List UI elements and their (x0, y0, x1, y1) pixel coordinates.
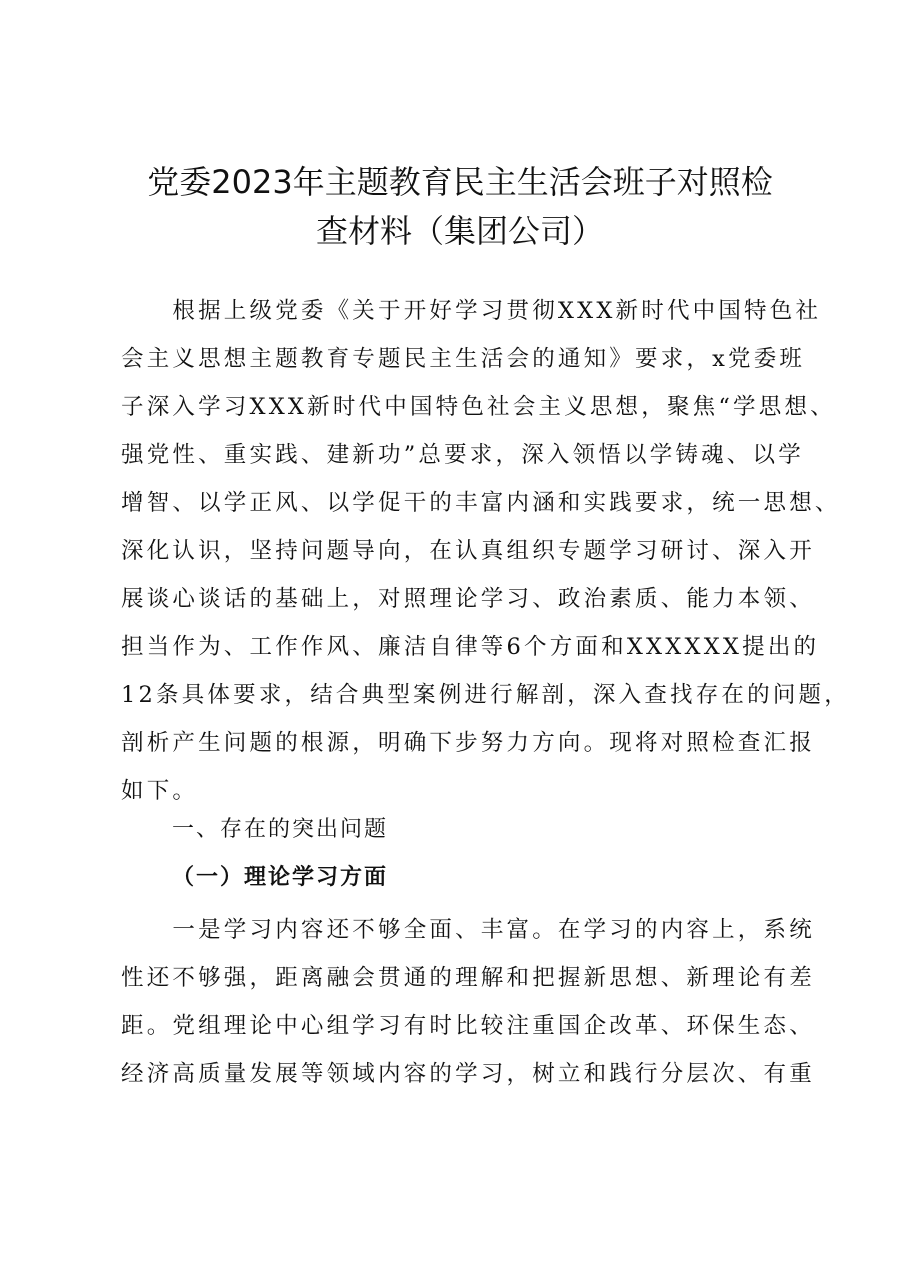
intro-line: 子深入学习XXX新时代中国特色社会主义思想，聚焦“学思想、 (121, 394, 836, 420)
title-line-2: 查材料（集团公司） (315, 212, 604, 250)
intro-line: 担当作为、工作作风、廉洁自律等6个方面和XXXXXX提出的 (121, 634, 820, 660)
section-paragraph (121, 906, 821, 1098)
intro-line: 剖析产生问题的根源，明确下步努力方向。现将对照检查汇报 (121, 730, 815, 756)
section-line: 性还不够强，距离融会贯通的理解和把握新思想、新理论有差 (121, 965, 815, 991)
section-line: 一是学习内容还不够全面、丰富。在学习的内容上，系统 (121, 917, 815, 943)
intro-line: 展谈心谈话的基础上，对照理论学习、政治素质、能力本领、 (121, 586, 815, 612)
document-title (110, 158, 810, 256)
intro-paragraph (121, 287, 850, 815)
intro-line: 会主义思想主题教育专题民主生活会的通知》要求，x党委班 (121, 346, 806, 372)
title-line-1: 党委2023年主题教育民主生活会班子对照检 (147, 163, 773, 201)
intro-line: 深化认识，坚持问题导向，在认真组织专题学习研讨、深入开 (121, 538, 815, 564)
intro-line: 增智、以学正风、以学促干的丰富内涵和实践要求，统一思想、 (121, 490, 841, 516)
section-line: 经济高质量发展等领域内容的学习，树立和践行分层次、有重 (121, 1061, 815, 1087)
subsection-heading: （一）理论学习方面 (172, 864, 389, 890)
section-line: 距。党组理论中心组学习有时比较注重国企改革、环保生态、 (121, 1013, 815, 1039)
section-heading: 一、存在的突出问题 (172, 817, 389, 842)
intro-line: 强党性、重实践、建新功”总要求，深入领悟以学铸魂、以学 (121, 442, 804, 468)
intro-line: 如下。 (121, 778, 199, 804)
intro-line: 根据上级党委《关于开好学习贯彻XXX新时代中国特色社 (121, 298, 822, 324)
intro-line: 12条具体要求，结合典型案例进行解剖，深入查找存在的问题， (121, 682, 850, 708)
